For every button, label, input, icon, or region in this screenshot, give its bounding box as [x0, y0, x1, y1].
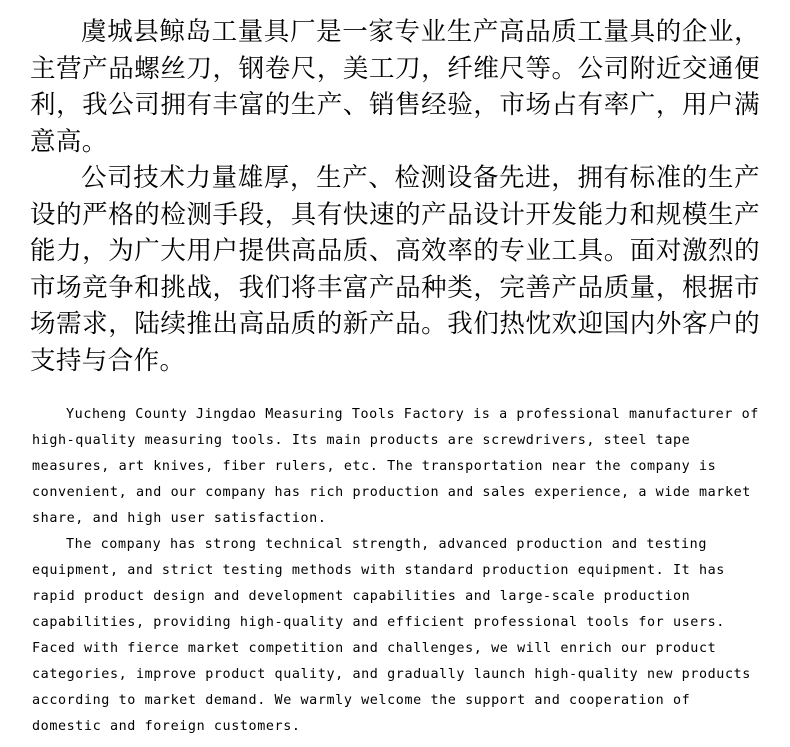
chinese-paragraph-company-overview: 虞城县鲸岛工量具厂是一家专业生产高品质工量具的企业，主营产品螺丝刀，钢卷尺，美工刀，纤维尺等。公司附近交通便利，我公司拥有丰富的生产、销售经验，市场占有率广，用户满意高。 [30, 17, 760, 157]
chinese-introduction [30, 14, 760, 379]
english-paragraph-capabilities: The company has strong technical strength, advanced production and testing equipment, and strict testing methods with standard production equipment. It has rapid product design and development capabilities and large-scale production capabilities, providing high-quality and efficient professional tools for users. Faced with fierce market competition and challenges, we will enrich our product categories, improve product quality, and gradually launch high-quality new products according to market demand. We warmly welcome the support and cooperation of domestic and foreign customers. [32, 537, 751, 734]
chinese-paragraph-capabilities: 公司技术力量雄厚，生产、检测设备先进，拥有标准的生产设的严格的检测手段，具有快速的产品设计开发能力和规模生产能力，为广大用户提供高品质、高效率的专业工具。面对激烈的市场竞争和挑战，我们将丰富产品种类，完善产品质量，根据市场需求，陆续推出高品质的新产品。我们热忱欢迎国内外客户的支持与合作。 [30, 163, 760, 376]
english-paragraph-company-overview: Yucheng County Jingdao Measuring Tools Factory is a professional manufacturer of high-quality measuring tools. Its main products are screwdrivers, steel tape measures, art knives, fiber rulers, etc. The transportation near the company is convenient, and our company has rich production and sales experience, a wide market share, and high user satisfaction. [32, 407, 759, 526]
english-introduction [32, 402, 762, 740]
